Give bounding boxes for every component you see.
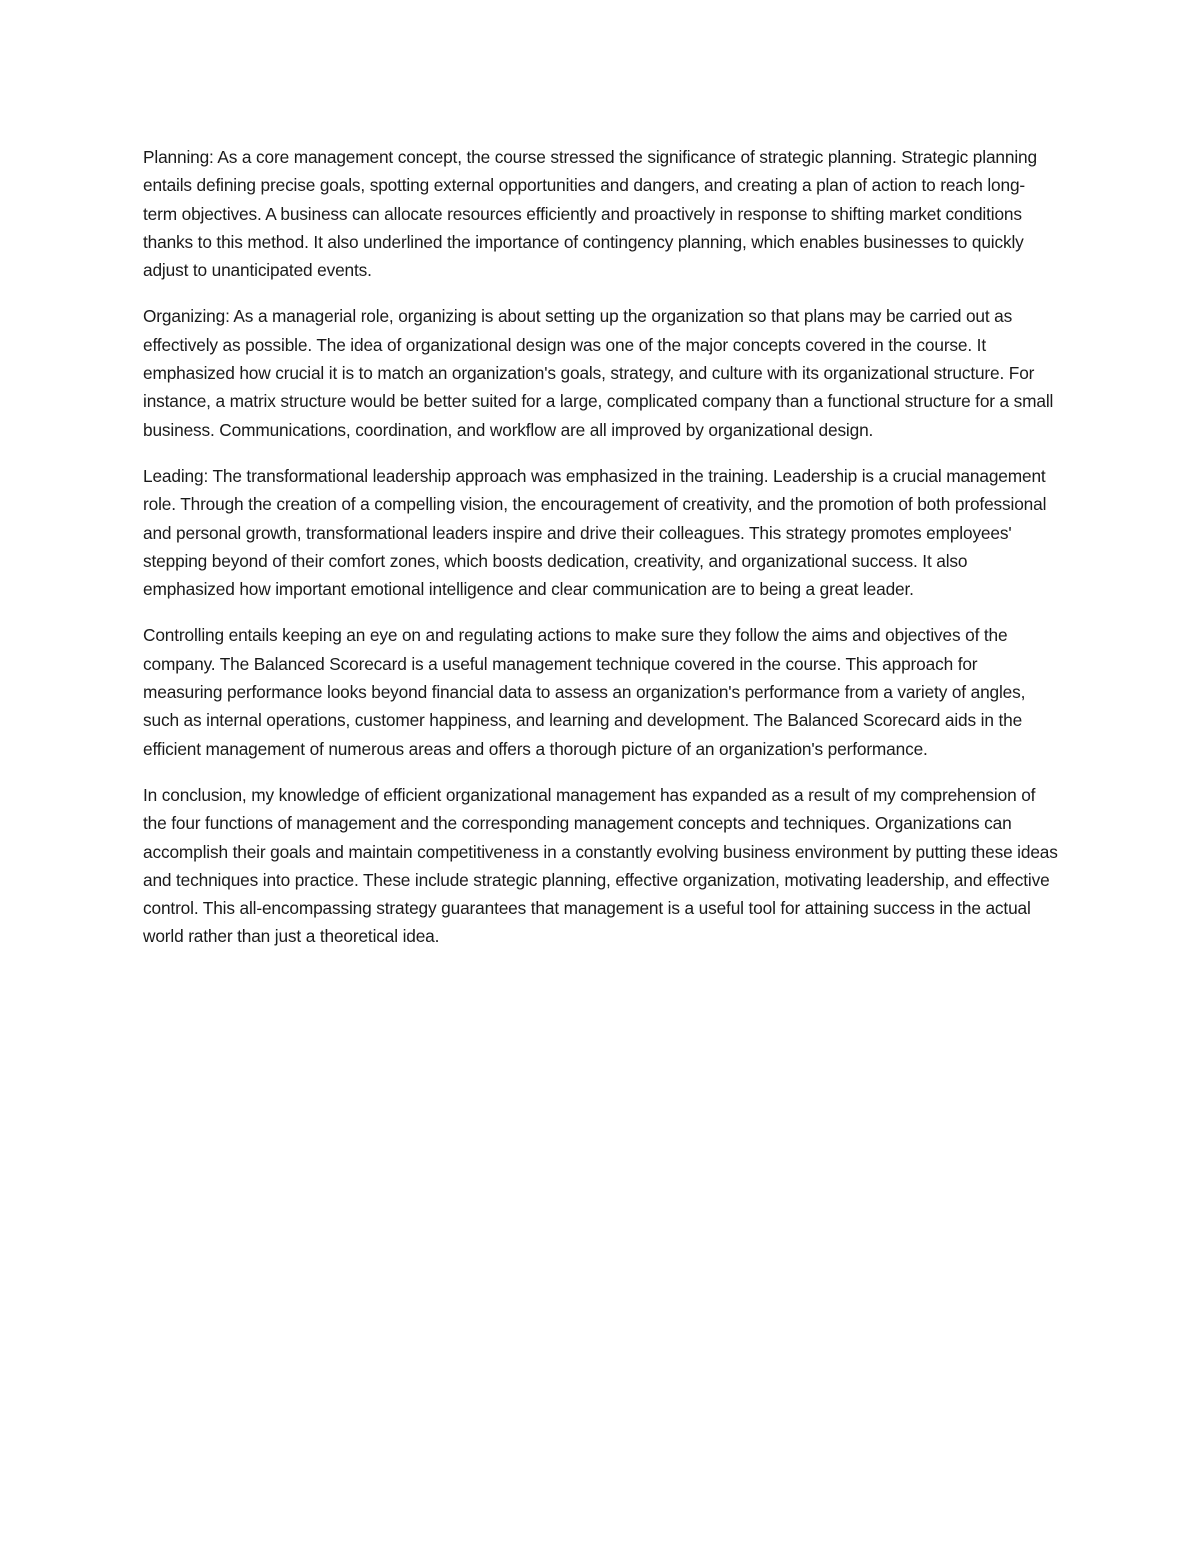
paragraph-controlling: Controlling entails keeping an eye on and regulating actions to make sure they follow the aims and objectives of the company. The Balanced Scorecard is a useful management technique covered in the course. This approach for measuring performance looks beyond financial data to assess an organization's performance from a variety of angles, such as internal operations, customer happiness, and learning and development. The Balanced Scorecard aids in the efficient management of numerous areas and offers a thorough picture of an organization's performance. xyxy=(143,625,1026,759)
paragraph-leading: Leading: The transformational leadership approach was emphasized in the training. Leadership is a crucial management role. Through the creation of a compelling vision, the encouragement of creativity, and the promotion of both professional and personal growth, transformational leaders inspire and drive their colleagues. This strategy promotes employees' stepping beyond of their comfort zones, which boosts dedication, creativity, and organizational success. It also emphasized how important emotional intelligence and clear communication are to being a great leader. xyxy=(143,465,1047,600)
document-body xyxy=(143,143,1058,969)
paragraph-organizing: Organizing: As a managerial role, organizing is about setting up the organization so that plans may be carried out as effectively as possible. The idea of organizational design was one of the major concepts covered in the course. It emphasized how crucial it is to match an organization's goals, strategy, and culture with its organizational structure. For instance, a matrix structure would be better suited for a large, complicated company than a functional structure for a small business. Communications, coordination, and workflow are all improved by organizational design. xyxy=(143,306,1054,440)
paragraph-conclusion: In conclusion, my knowledge of efficient organizational management has expanded as a result of my comprehension of the four functions of management and the corresponding management concepts and techniques. Organizations can accomplish their goals and maintain competitiveness in a constantly evolving business environment by putting these ideas and techniques into practice. These include strategic planning, effective organization, motivating leadership, and effective control. This all-encompassing strategy guarantees that management is a useful tool for attaining success in the actual world rather than just a theoretical idea. xyxy=(143,784,1058,947)
paragraph-planning: Planning: As a core management concept, the course stressed the significance of strategic planning. Strategic planning entails defining precise goals, spotting external opportunities and dangers, and creating a plan of action to reach long-term objectives. A business can allocate resources efficiently and proactively in response to shifting market conditions thanks to this method. It also underlined the importance of contingency planning, which enables businesses to quickly adjust to unanticipated events. xyxy=(143,147,1037,281)
